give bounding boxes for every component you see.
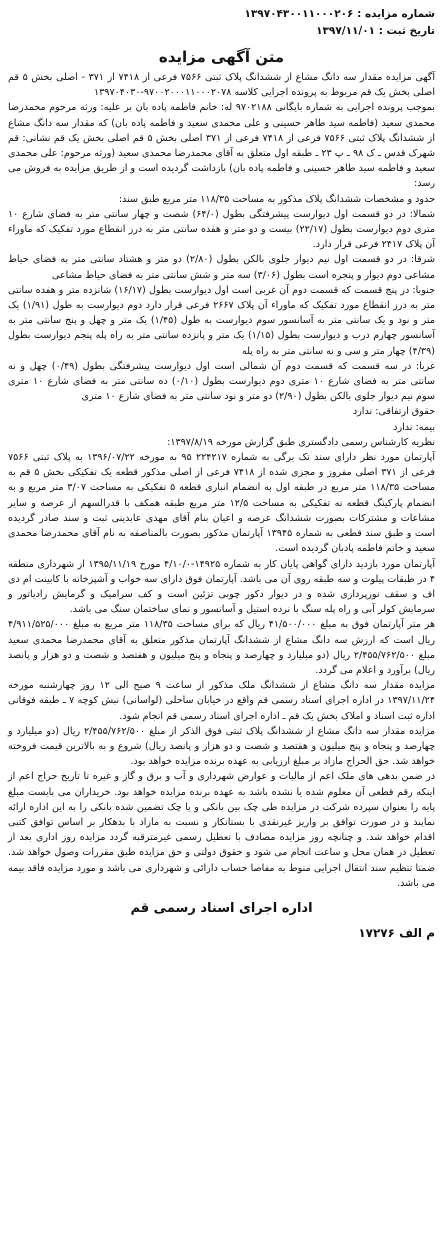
- paragraph: بیمه: ندارد: [393, 421, 435, 433]
- paragraph: نظریه کارشناس رسمی دادگستری طبق گزارش مورخه ۱۳۹۷/۸/۱۹:: [167, 436, 435, 448]
- paragraph: آگهی مزایده مقدار سه دانگ مشاع از ششدانگ پلاک ثبتی ۷۵۶۶ فرعی از ۷۴۱۸ از ۳۷۱ - اصلی بخش ۵ قم اصلی بخش یک قم مربوط به پرونده اجرایی کلاسه ۹۷۰۰۲۰۰۰۱۱۰۰۰۲۰۷۸-۱۳۹۷۰۴۰۳۰: [8, 72, 435, 99]
- paragraph: مزایده مقدار سه دانگ مشاع از ششدانگ ملک مذکور از ساعت ۹ صبح الی ۱۲ روز چهارشنبه مورخه ۱۳۹۷/۱۱/۲۴ در اداره اجرای اسناد رسمی قم واقع در خیابان ساحلی (لواسانی) نبش کوچه ۷ ـ طبقه فوقانی اداره ثبت اسناد و املاک بخش یک قم ـ اداره اجرای اسناد رسمی قم انجام شود.: [8, 680, 436, 722]
- issuing-office: اداره اجرای اسناد رسمی قم: [130, 900, 313, 916]
- paragraph: در ضمن بدهی های ملک اعم از مالیات و عوارض شهرداری و آب و برق و گاز و غیره تا تاریخ حراج اعم از اینکه رقم قطعی آن معلوم شده یا نشده باشد به عهده برنده مزایده خواهد بود. خریداران می بایست مبلغ پایه را بعنوان سپرده شرکت در مزایده طی چک بین بانکی و یا چک تضمین شده بانکی را به این اداره ارائه نمایند و در صورت توافق بر واریز غیرنقدی با بستانکار و نسبت به مازاد با بدهکار بر اساس توافق کتبی اقدام خواهد شد. و چنانچه روز مزایده مصادف با تعطیل رسمی غیرمترقبه گردد مزایده روز اداری بعد از تعطیل در همان محل و ساعت انجام می شود و حقوق دولتی و حق مزایده طبق مقررات وصول خواهد شد. ضمنا تنظیم سند انتقال اجرایی منوط به مفاصا حساب دارائی و شهرداری می باشد و مورد مزایده فاقد بیمه می باشد.: [8, 771, 435, 889]
- paragraph: مزایده مقدار سه دانگ مشاع از ششدانگ پلاک ثبتی فوق الذکر از مبلغ ۲/۴۵۵/۷۶۲/۵۰۰ ریال (دو میلیارد و چهارصد و پنجاه و پنج میلیون و هفتصد و شصت و دو هزار و پانصد ریال) شروع و به بالاترین قیمت فروخته خواهد شد. حق الحراج مازاد بر مبلغ ارزیابی به عهده برنده مزایده خواهد بود.: [8, 725, 435, 768]
- auction-number: شماره مزایده : ۱۳۹۷۰۴۳۰۰۱۱۰۰۰۲۰۶: [244, 8, 435, 20]
- paragraph: بموجب پرونده اجرایی به شماره بایگانی ۹۷۰۲۱۸۸ له: خانم فاطمه پاده بان بر علیه: ورثه مرحوم محمدرضا محمدی سعید (فاطمه سید طاهر حسینی و علی محمدی سعید و فاطمه پاده بان) که مقدار سه دانگ مشاع از ششدانگ پلاک ثبتی ۷۵۶۶ فرعی از ۷۴۱۸ فرعی از ۳۷۱ اصلی بخش ۵ قم اصلی بخش یک قم نشانی: قم شهرک قدس ـ ک ۹۸ ـ پ ۲۳ ـ طبقه اول متعلق به آقای محمدرضا محمدی سعید (ورثه مرحوم: علی محمدی سعید و فاطمه سید طاهر حسینی و فاطمه پاده بان) بازداشت گردیده است و از طریق مزایده به فروش می رسد:: [8, 102, 435, 190]
- paragraph: حدود و مشخصات ششدانگ پلاک مذکور به مساحت ۱۱۸/۳۵ متر مربع طبق سند:: [118, 193, 435, 205]
- paragraph: شمالا: در دو قسمت اول دیوارست پیشرفتگی بطول (۶۴/۰) شصت و چهار سانتی متر به فضای شارع ۱۰ متری دوم دیوارست بطول (۲۲/۱۷) بیست و دو متر و هفده سانتی متر به درز انقطاع مورد تفکیک که ماوراء آن پلاک ۲۴۱۷ فرعی قرار دارد.: [8, 208, 435, 251]
- notice-body: [8, 70, 435, 891]
- registration-date: تاریخ ثبت : ۱۳۹۷/۱۱/۰۱: [316, 25, 435, 37]
- paragraph: آپارتمان مورد نظر دارای سند تک برگی به شماره ۲۲۴۲۱۷ ۹۵ به مورخه ۱۳۹۶/۰۷/۲۲ به پلاک ثبتی ۷۵۶۶ فرعی از ۳۷۱ اصلی مفروز و مجزی شده از ۷۴۱۸ فرعی از اصلی مذکور قطعه یک تفکیکی بخش ۵ قم به مساحت ۱۱۸/۳۵ متر مربع در طبقه اول به انضمام انباری قطعه ۵ تفکیکی به مساحت ۳/۰۷ متر مربع و به انضمام پارکینگ قطعه نه تفکیکی به مساحت ۱۲/۵ متر مربع طبقه همکف با قدرالسهم از عرصه و سایر مشاعات و مشترکات بصورت ششدانگ عرصه و اعیان بنام آقای مهدی عابدینی ثبت و سند صادر گردیده است و طبق سند قطعی به شماره ۱۳۹۴۵ آپارتمان مذکور بصورت بالمناصفه به نام آقای محمدرضا محمدی سعید و خانم فاطمه پادبان گردیده است.: [8, 452, 436, 555]
- paragraph: غربا: در سه قسمت که قسمت دوم آن شمالی است اول دیوارست پیشرفتگی بطول (۰/۴۹) چهل و نه سانتی متر به فضای شارع ۱۰ متری دوم دیوارست بطول (۰/۱۰) ده سانتی متر به فضای شارع ۱۰ متری سوم نیم دیوار جلوی بالکن بطول (۲/۹۰) دو متر و نود سانتی متر به فضای شارع ۱۰ متری: [8, 360, 435, 403]
- paragraph: جنوبا: در پنج قسمت که قسمت دوم آن غربی است اول دیوارست بطول (۱۶/۱۷) شانزده متر و هفده سانتی متر به درز انقطاع مورد تفکیک که ماوراء آن پلاک ۲۶۶۷ فرعی قرار دارد دوم دیوارست به طول (۱/۹۱) یک متر و نود و یک سانتی متر به آسانسور سوم دیوارست به طول (۱/۴۵) یک متر و چهل و پنج سانتی متر به آسانسور چهارم درب و دیوارست بطول (۱/۱۵) یک متر و پانزده سانتی متر به راه پله پنجم دیوارست بطول (۴/۳۹) چهار متر و سی و نه سانتی متر به راه پله: [8, 284, 435, 357]
- paragraph: شرقا: در دو قسمت اول نیم دیوار جلوی بالکن بطول (۲/۸۰) دو متر و هشتاد سانتی متر به فضای حیاط مشاعی دوم دیوار و پنجره است بطول (۳/۰۶) سه متر و شش سانتی متر به فضای حیاط مشاعی: [8, 254, 435, 281]
- notice-title: متن آگهی مزایده: [158, 48, 285, 66]
- paragraph: هر متر آپارتمان فوق به مبلغ ۴۱/۵۰۰/۰۰۰ ریال که برای مساحت ۱۱۸/۳۵ متر مربع به مبلغ ۴/۹۱۱/۵۲۵/۰۰۰ ریال است که ارزش سه دانگ مشاع از ششدانگ آپارتمان مذکور متعلق به آقای محمدرضا محمدی سعید مبلغ ۲/۴۵۵/۷۶۲/۵۰۰ ریال (دو میلیارد و چهارصد و پنجاه و پنج میلیون و هفتصد و شصت و دو هزار و پانصد ریال) برآورد و اعلام می گردد.: [8, 619, 436, 676]
- paragraph: آپارتمان مورد بازدید دارای گواهی پایان کار به شماره ۱۴۹۲۵-۴/۱۰/۰ مورخ ۱۳۹۵/۱۱/۱۹ از شهرداری منطقه ۴ در طبقات پیلوت و سه طبقه روی آن می باشد. آپارتمان فوق دارای سه خواب و آشپزخانه با کابینت ام دی اف و سقف نورپردازی شده و در دیوار دکور چوبی تزئین است و کف سرامیک و گرمایش رادیاتور و سرمایش کولر آبی و راه پله سنگ با نرده استیل و آسانسور و نمای ساختمان سنگ می باشد.: [8, 558, 435, 616]
- publication-code: م الف ۱۷۲۷۶: [358, 925, 435, 940]
- paragraph: حقوق ارتفاقی: ندارد: [352, 406, 435, 418]
